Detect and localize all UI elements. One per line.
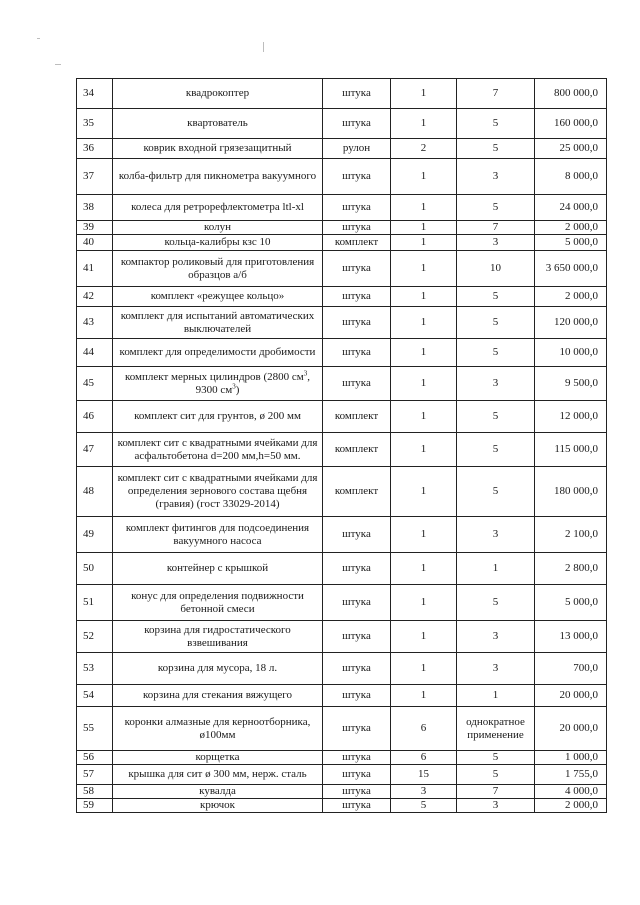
item-price: 4 000,0 [535, 785, 607, 799]
item-unit: рулон [323, 139, 391, 159]
row-number: 51 [77, 585, 113, 621]
item-unit: штука [323, 367, 391, 401]
item-quantity: 2 [391, 139, 457, 159]
item-service-life: 5 [457, 307, 535, 339]
table-row [77, 765, 607, 785]
row-number: 37 [77, 159, 113, 195]
item-name: крышка для сит ø 300 мм, нерж. сталь [113, 765, 323, 785]
item-name: комплект мерных цилиндров (2800 $см^3$, 9300 $см^3$) [113, 367, 323, 401]
row-number: 56 [77, 751, 113, 765]
item-price: 12 000,0 [535, 401, 607, 433]
item-quantity: 1 [391, 251, 457, 287]
item-price: 8 000,0 [535, 159, 607, 195]
item-unit: комплект [323, 235, 391, 251]
item-quantity: 1 [391, 621, 457, 653]
item-unit: штука [323, 553, 391, 585]
item-service-life: 7 [457, 221, 535, 235]
item-service-life: 1 [457, 553, 535, 585]
item-service-life: 3 [457, 517, 535, 553]
item-name: корщетка [113, 751, 323, 765]
item-unit: штука [323, 287, 391, 307]
item-name: колун [113, 221, 323, 235]
row-number: 41 [77, 251, 113, 287]
item-price: 115 000,0 [535, 433, 607, 467]
item-price: 3 650 000,0 [535, 251, 607, 287]
item-service-life: 5 [457, 751, 535, 765]
item-name: коврик входной грязезащитный [113, 139, 323, 159]
item-unit: штука [323, 799, 391, 813]
item-service-life: 5 [457, 585, 535, 621]
table-row [77, 235, 607, 251]
item-price: 24 000,0 [535, 195, 607, 221]
item-service-life: 5 [457, 765, 535, 785]
table-row [77, 799, 607, 813]
item-unit: штука [323, 159, 391, 195]
item-price: 2 000,0 [535, 287, 607, 307]
table-row [77, 339, 607, 367]
table-row [77, 287, 607, 307]
item-unit: штука [323, 251, 391, 287]
item-price: 5 000,0 [535, 235, 607, 251]
table-row [77, 751, 607, 765]
item-unit: комплект [323, 401, 391, 433]
item-unit: комплект [323, 433, 391, 467]
item-price: 2 800,0 [535, 553, 607, 585]
table-row [77, 79, 607, 109]
item-service-life: 5 [457, 139, 535, 159]
item-price: 20 000,0 [535, 707, 607, 751]
item-price: 800 000,0 [535, 79, 607, 109]
table-row [77, 685, 607, 707]
item-quantity: 1 [391, 553, 457, 585]
item-price: 10 000,0 [535, 339, 607, 367]
item-name: коронки алмазные для керноотборника, ø100мм [113, 707, 323, 751]
item-service-life: 5 [457, 195, 535, 221]
row-number: 53 [77, 653, 113, 685]
table-row [77, 195, 607, 221]
table-row [77, 467, 607, 517]
item-name: кольца-калибры кзс 10 [113, 235, 323, 251]
item-name: комплект сит с квадратными ячейками для асфальтобетона d=200 мм,h=50 мм. [113, 433, 323, 467]
item-price: 2 100,0 [535, 517, 607, 553]
item-unit: штука [323, 621, 391, 653]
item-service-life: 5 [457, 287, 535, 307]
row-number: 54 [77, 685, 113, 707]
item-quantity: 1 [391, 339, 457, 367]
item-service-life: 5 [457, 109, 535, 139]
item-name: крючок [113, 799, 323, 813]
item-quantity: 15 [391, 765, 457, 785]
item-name: колеса для ретрорефлектометра ltl-xl [113, 195, 323, 221]
table-row [77, 221, 607, 235]
item-price: 180 000,0 [535, 467, 607, 517]
item-service-life: 10 [457, 251, 535, 287]
item-quantity: 5 [391, 799, 457, 813]
row-number: 59 [77, 799, 113, 813]
item-price: 25 000,0 [535, 139, 607, 159]
item-price: 120 000,0 [535, 307, 607, 339]
row-number: 35 [77, 109, 113, 139]
scan-speck [263, 42, 264, 52]
table-row [77, 553, 607, 585]
table-row [77, 621, 607, 653]
item-service-life: 1 [457, 685, 535, 707]
item-unit: штука [323, 109, 391, 139]
item-quantity: 1 [391, 367, 457, 401]
item-name: колба-фильтр для пикнометра вакуумного [113, 159, 323, 195]
item-service-life: 5 [457, 467, 535, 517]
row-number: 45 [77, 367, 113, 401]
item-quantity: 1 [391, 517, 457, 553]
table-row [77, 707, 607, 751]
item-name: конус для определения подвижности бетонной смеси [113, 585, 323, 621]
item-unit: штука [323, 585, 391, 621]
item-unit: штука [323, 765, 391, 785]
item-service-life: 5 [457, 433, 535, 467]
item-quantity: 1 [391, 401, 457, 433]
table-row [77, 433, 607, 467]
table-row [77, 401, 607, 433]
row-number: 49 [77, 517, 113, 553]
item-quantity: 1 [391, 585, 457, 621]
item-unit: штука [323, 307, 391, 339]
table-row [77, 585, 607, 621]
item-quantity: 6 [391, 707, 457, 751]
table-row [77, 307, 607, 339]
row-number: 39 [77, 221, 113, 235]
row-number: 46 [77, 401, 113, 433]
table-row [77, 367, 607, 401]
item-unit: штука [323, 685, 391, 707]
item-quantity: 3 [391, 785, 457, 799]
table-row [77, 109, 607, 139]
item-quantity: 1 [391, 79, 457, 109]
item-name: квартователь [113, 109, 323, 139]
item-name: комплект «режущее кольцо» [113, 287, 323, 307]
item-price: 700,0 [535, 653, 607, 685]
row-number: 47 [77, 433, 113, 467]
item-quantity: 1 [391, 195, 457, 221]
item-price: 1 000,0 [535, 751, 607, 765]
scan-speck [37, 38, 40, 39]
item-price: 5 000,0 [535, 585, 607, 621]
item-quantity: 1 [391, 109, 457, 139]
item-unit: штука [323, 517, 391, 553]
item-price: 2 000,0 [535, 799, 607, 813]
row-number: 58 [77, 785, 113, 799]
item-quantity: 1 [391, 287, 457, 307]
row-number: 40 [77, 235, 113, 251]
item-name: комплект для испытаний автоматических выключателей [113, 307, 323, 339]
item-unit: штука [323, 707, 391, 751]
item-service-life: однократное применение [457, 707, 535, 751]
table-row [77, 139, 607, 159]
item-service-life: 3 [457, 159, 535, 195]
item-quantity: 1 [391, 685, 457, 707]
item-unit: комплект [323, 467, 391, 517]
item-service-life: 3 [457, 799, 535, 813]
item-unit: штука [323, 79, 391, 109]
item-name: корзина для гидростатического взвешивания [113, 621, 323, 653]
item-service-life: 3 [457, 367, 535, 401]
item-service-life: 5 [457, 339, 535, 367]
item-unit: штука [323, 221, 391, 235]
item-quantity: 1 [391, 307, 457, 339]
item-quantity: 1 [391, 467, 457, 517]
item-name: корзина для мусора, 18 л. [113, 653, 323, 685]
item-unit: штука [323, 785, 391, 799]
item-name: кувалда [113, 785, 323, 799]
item-quantity: 1 [391, 433, 457, 467]
row-number: 48 [77, 467, 113, 517]
row-number: 44 [77, 339, 113, 367]
scan-speck [55, 64, 61, 65]
table-row [77, 517, 607, 553]
item-unit: штука [323, 751, 391, 765]
item-price: 1 755,0 [535, 765, 607, 785]
row-number: 38 [77, 195, 113, 221]
item-quantity: 6 [391, 751, 457, 765]
row-number: 57 [77, 765, 113, 785]
item-service-life: 3 [457, 653, 535, 685]
table-row [77, 653, 607, 685]
table-row [77, 785, 607, 799]
item-name: квадрокоптер [113, 79, 323, 109]
item-price: 13 000,0 [535, 621, 607, 653]
row-number: 42 [77, 287, 113, 307]
row-number: 43 [77, 307, 113, 339]
item-price: 9 500,0 [535, 367, 607, 401]
item-name: компактор роликовый для приготовления образцов а/б [113, 251, 323, 287]
item-name: комплект сит с квадратными ячейками для определения зернового состава щебня (гравия) (гост 33029-2014) [113, 467, 323, 517]
item-price: 160 000,0 [535, 109, 607, 139]
item-name: контейнер с крышкой [113, 553, 323, 585]
item-name: комплект для определимости дробимости [113, 339, 323, 367]
item-service-life: 7 [457, 785, 535, 799]
table-row [77, 251, 607, 287]
row-number: 50 [77, 553, 113, 585]
item-price: 2 000,0 [535, 221, 607, 235]
item-unit: штука [323, 339, 391, 367]
item-service-life: 3 [457, 621, 535, 653]
item-unit: штука [323, 195, 391, 221]
item-unit: штука [323, 653, 391, 685]
item-quantity: 1 [391, 653, 457, 685]
item-service-life: 3 [457, 235, 535, 251]
item-quantity: 1 [391, 159, 457, 195]
row-number: 34 [77, 79, 113, 109]
equipment-table [76, 78, 607, 813]
equipment-table-body [77, 79, 607, 813]
table-row [77, 159, 607, 195]
row-number: 36 [77, 139, 113, 159]
row-number: 55 [77, 707, 113, 751]
item-quantity: 1 [391, 235, 457, 251]
item-price: 20 000,0 [535, 685, 607, 707]
item-service-life: 5 [457, 401, 535, 433]
item-quantity: 1 [391, 221, 457, 235]
item-name: комплект фитингов для подсоединения вакуумного насоса [113, 517, 323, 553]
row-number: 52 [77, 621, 113, 653]
item-name: корзина для стекания вяжущего [113, 685, 323, 707]
item-name: комплект сит для грунтов, ø 200 мм [113, 401, 323, 433]
item-service-life: 7 [457, 79, 535, 109]
